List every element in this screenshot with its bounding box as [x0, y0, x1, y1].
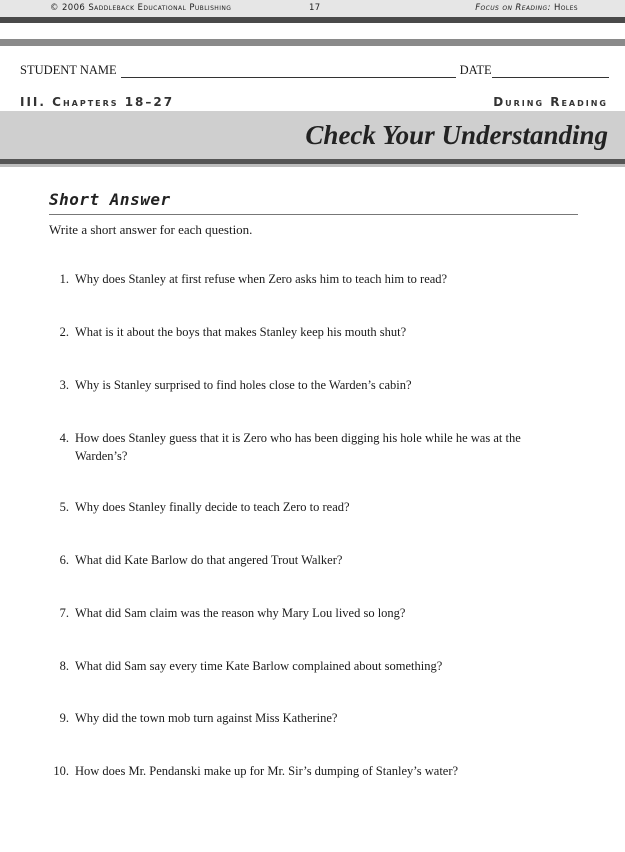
student-name-field[interactable] [121, 65, 456, 78]
question-number: 6. [59, 553, 69, 567]
question-number: 1. [59, 272, 69, 286]
header-rule-grey [0, 39, 625, 46]
copyright-text: © 2006 Saddleback Educational Publishing [50, 3, 232, 13]
question-number: 10. [53, 764, 69, 778]
book-prefix: Focus on Reading: [475, 3, 551, 13]
question-text: What is it about the boys that makes Stanley keep his mouth shut? [75, 325, 407, 339]
question-number: 5. [59, 500, 69, 514]
question-text: Why does Stanley at first refuse when Zero asks him to teach him to read? [75, 272, 448, 286]
instructions-text: Write a short answer for each question. [49, 222, 253, 237]
page-title: Check Your Understanding [305, 120, 608, 150]
chapters-label: III. Chapters 18–27 [20, 95, 175, 109]
question-number: 4. [59, 431, 69, 445]
date-label: DATE [459, 63, 492, 77]
date-field[interactable] [492, 65, 609, 78]
page-header [0, 0, 625, 17]
question-text: How does Mr. Pendanski make up for Mr. Sir’s dumping of Stanley’s water? [75, 764, 459, 778]
question-text: Why is Stanley surprised to find holes close to the Warden’s cabin? [75, 378, 412, 392]
banner-rule-light [0, 164, 625, 167]
question-text: Why does Stanley finally decide to teach Zero to read? [75, 500, 350, 514]
question-number: 9. [59, 711, 69, 725]
book-title [475, 3, 578, 13]
question-text: Why did the town mob turn against Miss Katherine? [75, 711, 338, 725]
reading-phase-label: During Reading [493, 95, 608, 109]
question-text: How does Stanley guess that it is Zero who has been digging his hole while he was at the Warden’s? [75, 431, 521, 463]
student-name-label: STUDENT NAME [20, 63, 117, 77]
page-number: 17 [309, 3, 321, 13]
question-text: What did Kate Barlow do that angered Trout Walker? [75, 553, 343, 567]
question-text: What did Sam say every time Kate Barlow complained about something? [75, 659, 443, 673]
question-number: 7. [59, 606, 69, 620]
question-text: What did Sam claim was the reason why Mary Lou lived so long? [75, 606, 406, 620]
student-info-line [20, 63, 610, 78]
question-number: 3. [59, 378, 69, 392]
question-number: 2. [59, 325, 69, 339]
book-name: Holes [553, 3, 578, 13]
section-heading: Short Answer [49, 190, 171, 209]
header-gap [0, 23, 625, 39]
question-number: 8. [59, 659, 69, 673]
section-rule [49, 214, 578, 215]
